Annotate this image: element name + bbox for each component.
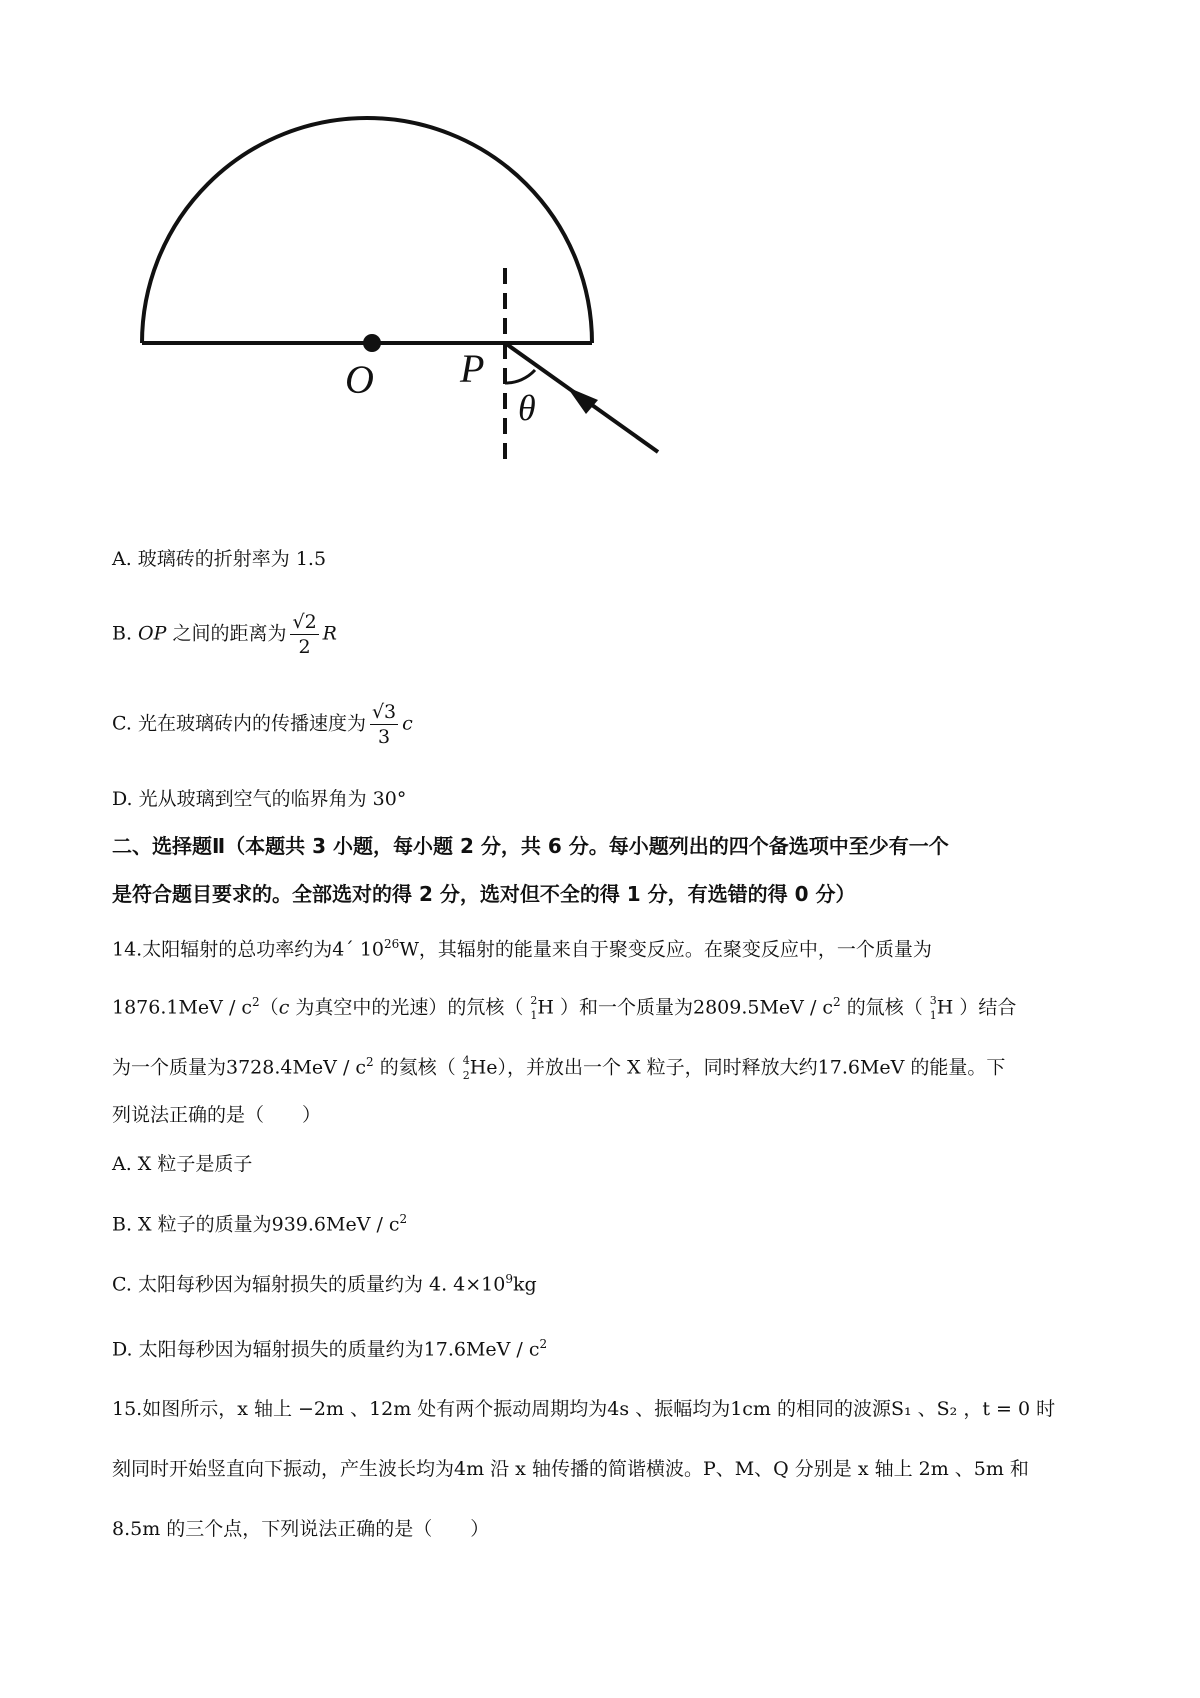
- q14-c-text: C. 太阳每秒因为辐射损失的质量约为 4. 4×10: [112, 1273, 506, 1296]
- q14-option-d: [112, 1330, 547, 1363]
- q14-option-b: [112, 1205, 407, 1238]
- q13-option-a: A. 玻璃砖的折射率为 1.5: [112, 548, 327, 570]
- option-b-den: 2: [298, 636, 311, 658]
- q13-option-c: [112, 700, 413, 749]
- option-b-fraction: [290, 610, 318, 659]
- q14-b-exp: 2: [399, 1212, 408, 1226]
- q14-d-exp: 2: [539, 1337, 548, 1351]
- semicircle-glass-figure: [120, 100, 760, 520]
- q14-d-text: D. 太阳每秒因为辐射损失的质量约为17.6MeV / c: [112, 1338, 540, 1361]
- q14-l3-exp: 2: [366, 1055, 374, 1069]
- option-c-var: c: [402, 712, 413, 735]
- q14-option-c: [112, 1265, 537, 1298]
- nuc2-mass: 3: [929, 994, 937, 1008]
- label-theta: θ: [518, 388, 536, 428]
- tritium-nuclide: [923, 995, 937, 1021]
- option-c-fraction: [370, 700, 398, 749]
- q14-l2-c: c: [278, 996, 290, 1019]
- option-c-prefix: C. 光在玻璃砖内的传播速度为: [112, 712, 366, 735]
- figure-svg: [120, 100, 760, 520]
- q14-l2-e: 的氚核（: [840, 996, 923, 1019]
- option-c-num: √3: [371, 701, 397, 723]
- label-O: O: [345, 357, 374, 402]
- q14-l3-a: 为一个质量为3728.4MeV / c: [112, 1056, 367, 1079]
- q14-l3-b: 的氦核（: [373, 1056, 456, 1079]
- nuc1-charge: 1: [530, 1009, 538, 1023]
- option-b-prefix: B.: [112, 622, 139, 645]
- nuc3-charge: 2: [462, 1069, 470, 1083]
- q14-line4: 列说法正确的是（ ）: [112, 1104, 322, 1126]
- option-b-op: OP: [138, 622, 167, 645]
- option-b-var: R: [322, 622, 337, 645]
- helium-nuclide: [456, 1055, 470, 1081]
- angle-theta-arc: [505, 370, 535, 383]
- label-P: P: [460, 346, 485, 391]
- q14-l2-exp: 2: [252, 995, 260, 1009]
- q15-line2: 刻同时开始竖直向下振动，产生波长均为4m 沿 x 轴传播的简谐横波。P、M、Q 分别是 x 轴上 2m 、5m 和: [112, 1458, 1029, 1480]
- q13-option-d: D. 光从玻璃到空气的临界角为 30°: [112, 788, 407, 810]
- q14-line2: [112, 988, 1016, 1021]
- q14-l2-a: 1876.1MeV / c: [112, 996, 253, 1019]
- arrowhead-icon: [567, 387, 598, 414]
- nuc1-mass: 2: [530, 994, 538, 1008]
- q14-line1: [112, 930, 932, 963]
- option-b-text: 之间的距离为: [166, 622, 287, 645]
- q14-c-unit: kg: [512, 1273, 537, 1296]
- q14-b-text: B. X 粒子的质量为939.6MeV / c: [112, 1213, 400, 1236]
- option-b-num: √2: [292, 611, 317, 633]
- q14-l1-a: 14.太阳辐射的总功率约为4´ 10: [112, 938, 385, 961]
- q14-l2-b: （: [259, 996, 279, 1019]
- q14-l1-b: W，其辐射的能量来自于聚变反应。在聚变反应中，一个质量为: [399, 938, 932, 961]
- section2-heading-line1: 二、选择题Ⅱ（本题共 3 小题，每小题 2 分，共 6 分。每小题列出的四个备选项中至少有一个: [112, 834, 949, 858]
- q15-line1: 15.如图所示，x 轴上 −2m 、12m 处有两个振动周期均为4s 、振幅均为1cm 的相同的波源S₁ 、S₂ ，t = 0 时: [112, 1398, 1056, 1420]
- q14-l3-nuc-sym: He），并放出一个 X 粒子，同时释放大约17.6MeV 的能量。下: [469, 1056, 1006, 1079]
- nuc2-charge: 1: [929, 1009, 937, 1023]
- option-c-den: 3: [378, 726, 391, 748]
- q14-l2-nuc2-sym: H ）结合: [936, 996, 1017, 1019]
- q14-l2-nuc1-sym: H ）和一个质量为2809.5MeV / c: [537, 996, 834, 1019]
- section2-heading-line2: 是符合题目要求的。全部选对的得 2 分，选对但不全的得 1 分，有选错的得 0 分）: [112, 882, 856, 906]
- q14-c-exp: 9: [505, 1272, 513, 1286]
- q15-line3: 8.5m 的三个点，下列说法正确的是（ ）: [112, 1518, 490, 1540]
- semicircle-arc: [142, 118, 592, 343]
- q14-l2-exp2: 2: [833, 995, 841, 1009]
- q13-option-b: [112, 610, 337, 659]
- q14-line3: [112, 1048, 1005, 1081]
- q14-l1-exp: 26: [384, 937, 400, 951]
- q14-l2-d: 为真空中的光速）的氘核（: [289, 996, 524, 1019]
- nuc3-mass: 4: [462, 1054, 470, 1068]
- q14-option-a: A. X 粒子是质子: [112, 1153, 253, 1175]
- deuterium-nuclide: [523, 995, 537, 1021]
- center-point-O: [363, 334, 381, 352]
